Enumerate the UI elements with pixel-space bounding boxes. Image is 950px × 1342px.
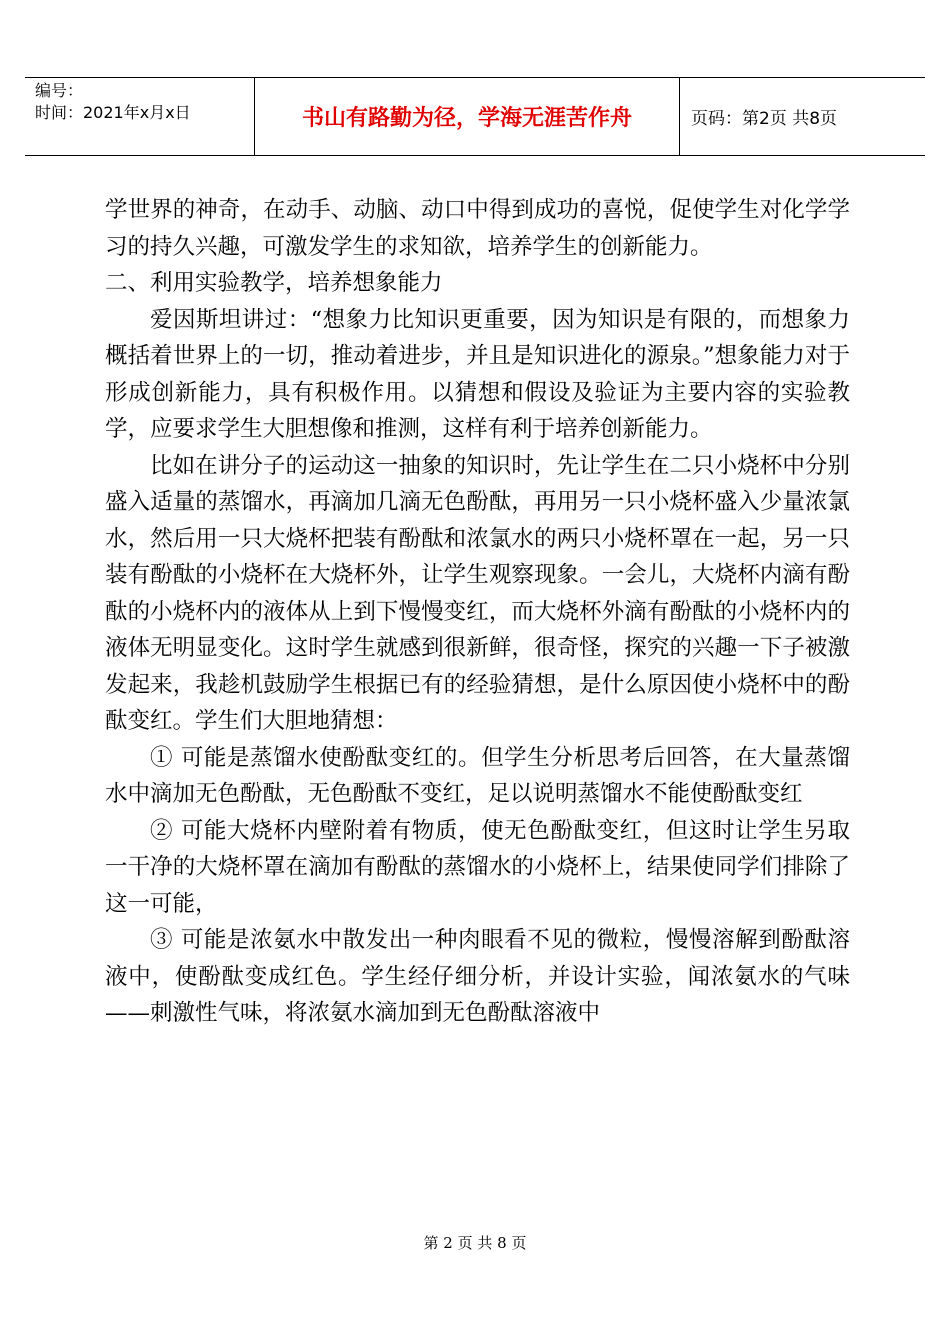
- document-header: [25, 77, 925, 156]
- header-page-info: 页码：第2页 共8页: [691, 109, 838, 129]
- paragraph: ③ 可能是浓氨水中散发出一种肉眼看不见的微粒，慢慢溶解到酚酞溶液中，使酚酞变成红色。学生经仔细分析，并设计实验，闻浓氨水的气味——刺激性气味，将浓氨水滴加到无色酚酞溶液中: [105, 927, 850, 1026]
- document-body: [105, 192, 850, 1032]
- paragraph: 爱因斯坦讲过：“想象力比知识更重要，因为知识是有限的，而想象力概括着世界上的一切，推动着进步，并且是知识进化的源泉。”想象能力对于形成创新能力，具有积极作用。以猜想和假设及验证为主要内容的实验教学，应要求学生大胆想像和推测，这样有利于培养创新能力。: [105, 306, 850, 442]
- paragraph: 学世界的神奇，在动手、动脑、动口中得到成功的喜悦，促使学生对化学学习的持久兴趣，可激发学生的求知欲，培养学生的创新能力。: [105, 197, 850, 260]
- paragraph: ② 可能大烧杯内壁附着有物质，使无色酚酞变红，但这时让学生另取一干净的大烧杯罩在滴加有酚酞的蒸馏水的小烧杯上，结果使同学们排除了这一可能，: [105, 817, 850, 917]
- paragraph: ① 可能是蒸馏水使酚酞变红的。但学生分析思考后回答，在大量蒸馏水中滴加无色酚酞，无色酚酞不变红，足以说明蒸馏水不能使酚酞变红: [105, 744, 850, 807]
- paragraph: 比如在讲分子的运动这一抽象的知识时，先让学生在二只小烧杯中分别盛入适量的蒸馏水，再滴加几滴无色酚酞，再用另一只小烧杯盛入少量浓氯水，然后用一只大烧杯把装有酚酞和浓氯水的两只小烧杯罩在一起，另一只装有酚酞的小烧杯在大烧杯外，让学生观察现象。一会儿，大烧杯内滴有酚酞的小烧杯内的液体从上到下慢慢变红，而大烧杯外滴有酚酞的小烧杯内的液体无明显变化。这时学生就感到很新鲜，很奇怪，探究的兴趣一下子被激发起来，我趁机鼓励学生根据已有的经验猜想，是什么原因使小烧杯中的酚酞变红。学生们大胆地猜想：: [105, 452, 850, 734]
- page-footer: 第 2 页 共 8 页: [423, 1234, 527, 1252]
- section-heading: 二、利用实验教学，培养想象能力: [105, 270, 443, 296]
- header-divider: [679, 78, 680, 155]
- time-label: 时间：2021年x月x日: [35, 103, 191, 122]
- serial-label: 编号：: [35, 81, 84, 100]
- header-meta: [35, 80, 191, 124]
- header-motto: 书山有路勤为径，学海无涯苦作舟: [301, 106, 632, 131]
